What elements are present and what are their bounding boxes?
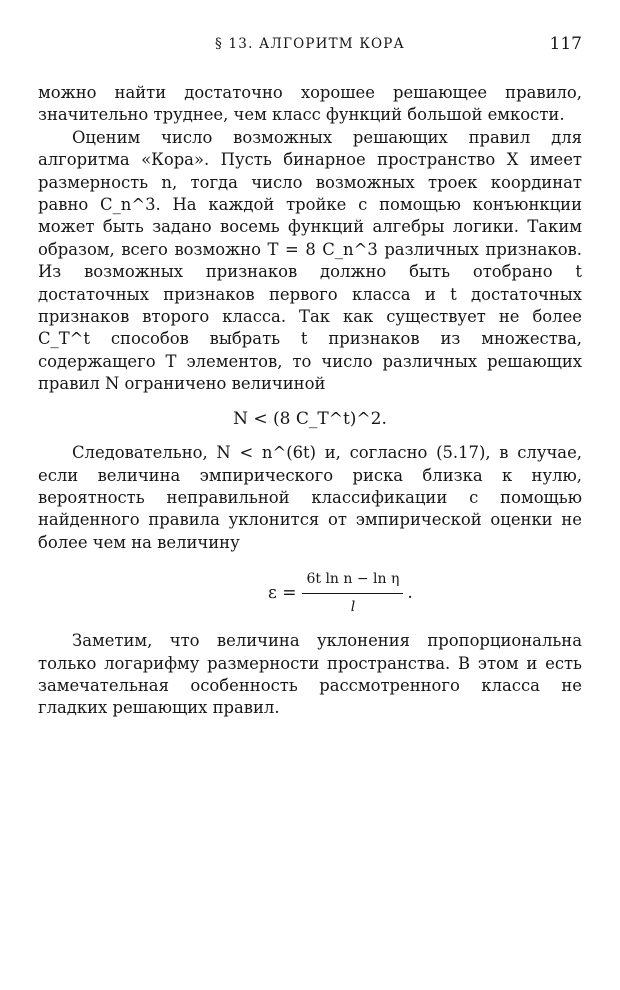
running-head: § 13. АЛГОРИТМ КОРА [215, 36, 405, 52]
formula-epsilon-end: . [407, 582, 413, 603]
formula-epsilon-expression [268, 568, 413, 618]
formula-epsilon-lhs: ε = [268, 582, 297, 603]
formula-epsilon [38, 568, 582, 615]
paragraph-2: Оценим число возможных решающих правил для алгоритма «Кора». Пусть бинарное пространство X имеет размерность n, тогда число возможных троек координат равно C_n^3. На каждой тройке с помощью конъюнкции может быть задано восемь функций алгебры логики. Таким образом, всего возможно T = 8 C_n^3 различных признаков. Из возможных признаков должно быть отобрано t достаточных признаков первого класса и t достаточных признаков второго класса. Так как существует не более C_T^t способов выбрать t признаков из множества, содержащего T элементов, то число различных решающих правил N ограничено величиной [38, 127, 582, 394]
fraction-numerator: 6t ln n − ln η [302, 568, 403, 593]
page-body [38, 82, 582, 720]
fraction [302, 568, 403, 618]
paragraph-4: Заметим, что величина уклонения пропорциональна только логарифму размерности пространства. В этом и есть замечательная особенность рассмотренного класса не гладких решающих правил. [38, 631, 582, 718]
page-number: 117 [549, 34, 582, 54]
page-header [38, 36, 582, 58]
formula-n-bound: N < (8 C_T^t)^2. [233, 408, 387, 429]
paragraph-3: Следовательно, N < n^(6t) и, согласно (5.17), в случае, если величина эмпирического риска близка к нулю, вероятность неправильной классификации с помощью найденного правила уклонится от эмпирической оценки не более чем на величину [38, 443, 582, 552]
paragraph-1: можно найти достаточно хорошее решающее правило, значительно труднее, чем класс функций большой емкости. [38, 83, 582, 125]
fraction-denominator: l [350, 598, 356, 615]
